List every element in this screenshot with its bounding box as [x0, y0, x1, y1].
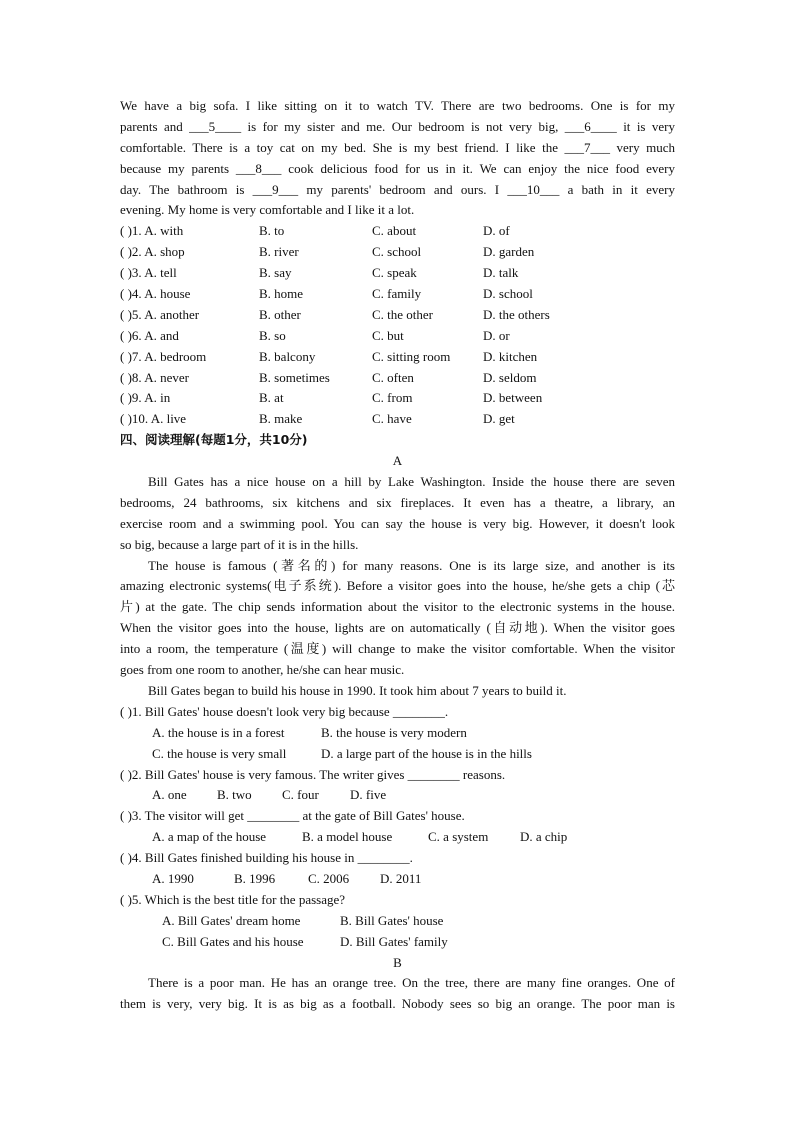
option-b: B. river — [259, 244, 299, 260]
option-a: A. a map of the house — [152, 829, 267, 845]
question-number: ( )1. A. with — [120, 223, 184, 239]
question-number: ( )7. A. bedroom — [120, 348, 207, 364]
cloze-question — [120, 305, 675, 326]
option-c: C. speak — [372, 265, 417, 281]
question-number: ( )9. A. in — [120, 390, 171, 406]
option-c: C. from — [372, 390, 413, 406]
option-b: B. 1996 — [234, 870, 276, 886]
cloze-question — [120, 242, 675, 263]
option-d: D. a large part of the house is in the hills — [321, 745, 532, 761]
option-d: D. of — [483, 223, 510, 239]
passage-line: into a room, the temperature (温度) will change to make the visitor comfortable. When the visitor — [120, 641, 675, 657]
passage-line: Bill Gates has a nice house on a hill by Lake Washington. Inside the house there are seven — [148, 474, 675, 490]
question-stem: ( )3. The visitor will get ________ at the gate of Bill Gates' house. — [120, 808, 465, 824]
option-c: C. sitting room — [372, 348, 451, 364]
option-d: D. a chip — [520, 829, 568, 845]
passage-line: 片) at the gate. The chip sends information about the visitor to the electronic systems in the house. — [120, 599, 675, 615]
question-number: ( )4. A. house — [120, 286, 191, 302]
cloze-question — [120, 263, 675, 284]
cloze-line: We have a big sofa. I like sitting on it to watch TV. There are two bedrooms. One is for my — [120, 98, 675, 113]
option-b: B. home — [259, 286, 304, 302]
passage-line: Bill Gates began to build his house in 1990. It took him about 7 years to build it. — [148, 682, 567, 698]
option-c: C. often — [372, 369, 414, 385]
option-row — [120, 911, 675, 932]
option-d: D. five — [350, 787, 387, 803]
option-d: D. school — [483, 286, 533, 302]
question-stem: ( )4. Bill Gates finished building his house in ________. — [120, 850, 413, 866]
cloze-line: comfortable. There is a toy cat on my bed. She is my best friend. I like the ___7___ very much — [120, 139, 675, 155]
cloze-line: parents and ___5____ is for my sister and me. Our bedroom is not very big, ___6____ it is very — [120, 118, 675, 134]
option-c: C. but — [372, 327, 404, 343]
passage-line: amazing electronic systems(电子系统). Before a visitor goes into the house, he/she gets a chip (芯 — [120, 578, 675, 594]
option-c: C. the other — [372, 306, 434, 322]
option-b: B. a model house — [302, 829, 393, 845]
passage-line: them is very, very big. It is as big as a football. Nobody sees so big an orange. The poor man is — [120, 996, 675, 1012]
option-d: D. Bill Gates' family — [340, 933, 448, 949]
passage-line: bedrooms, 24 bathrooms, six kitchens and six fireplaces. It even has a theatre, a library, an — [120, 494, 675, 510]
option-d: D. or — [483, 327, 510, 343]
option-b: B. so — [259, 327, 286, 343]
cloze-question — [120, 221, 675, 242]
cloze-line: evening. My home is very comfortable and I like it a lot. — [120, 202, 415, 218]
option-d: D. kitchen — [483, 348, 538, 364]
question-number: ( )3. A. tell — [120, 265, 177, 281]
option-b: B. other — [259, 306, 301, 322]
question-number: ( )6. A. and — [120, 327, 179, 343]
option-b: B. make — [259, 411, 303, 427]
cloze-line: because my parents ___8___ cook delicious food for us in it. We can enjoy the nice food every — [120, 160, 675, 176]
option-row — [120, 744, 675, 765]
option-a: A. 1990 — [152, 870, 194, 886]
option-row — [120, 932, 675, 953]
section-title: 四、阅读理解(每题1分，共10分) — [120, 432, 308, 448]
cloze-question — [120, 284, 675, 305]
option-b: B. at — [259, 390, 284, 406]
option-a: A. one — [152, 787, 187, 803]
option-c: C. the house is very small — [152, 745, 287, 761]
option-a: A. the house is in a forest — [152, 724, 285, 740]
passage-line: so big, because a large part of it is in the hills. — [120, 536, 359, 552]
option-b: B. the house is very modern — [321, 724, 467, 740]
passage-line: The house is famous (著名的) for many reasons. One is its large size, and another is its — [148, 557, 675, 573]
option-row — [120, 827, 675, 848]
option-c: C. Bill Gates and his house — [162, 933, 304, 949]
option-row — [120, 785, 675, 806]
passage-line: exercise room and a swimming pool. You can say the house is very big. However, it doesn't look — [120, 515, 675, 531]
question-stem: ( )5. Which is the best title for the passage? — [120, 891, 346, 907]
option-b: B. balcony — [259, 348, 316, 364]
option-b: B. two — [217, 787, 252, 803]
cloze-question — [120, 326, 675, 347]
option-b: B. Bill Gates' house — [340, 912, 444, 928]
question-stem: ( )1. Bill Gates' house doesn't look very big because ________. — [120, 703, 449, 719]
option-d: D. 2011 — [380, 870, 422, 886]
question-number: ( )10. A. live — [120, 411, 187, 427]
option-c: C. four — [282, 787, 319, 803]
option-b: B. to — [259, 223, 285, 239]
option-d: D. seldom — [483, 369, 537, 385]
passage-line: When the visitor goes into the house, lights are on automatically (自动地). When the visitor goes — [120, 620, 675, 636]
option-c: C. 2006 — [308, 870, 350, 886]
option-d: D. between — [483, 390, 543, 406]
option-row — [120, 723, 675, 744]
option-c: C. have — [372, 411, 412, 427]
exam-page — [120, 96, 675, 1015]
passage-line: There is a poor man. He has an orange tree. On the tree, there are many fine oranges. One of — [148, 975, 675, 991]
question-number: ( )8. A. never — [120, 369, 189, 385]
question-number: ( )5. A. another — [120, 306, 200, 322]
passage-label: A — [392, 453, 403, 469]
option-d: D. get — [483, 411, 515, 427]
option-a: A. Bill Gates' dream home — [162, 912, 301, 928]
option-row — [120, 869, 675, 890]
passage-label: B — [393, 954, 402, 970]
option-b: B. say — [259, 265, 292, 281]
cloze-line: day. The bathroom is ___9___ my parents' bedroom and ours. I ___10___ a bath in it every — [120, 181, 675, 197]
option-c: C. family — [372, 286, 422, 302]
option-d: D. the others — [483, 306, 550, 322]
question-stem: ( )2. Bill Gates' house is very famous. The writer gives ________ reasons. — [120, 766, 506, 782]
option-c: C. a system — [428, 829, 489, 845]
cloze-question — [120, 368, 675, 389]
option-c: C. school — [372, 244, 422, 260]
cloze-question — [120, 409, 675, 430]
option-d: D. garden — [483, 244, 535, 260]
passage-line: goes from one room to another, he/she can hear music. — [120, 662, 405, 678]
cloze-question — [120, 347, 675, 368]
question-number: ( )2. A. shop — [120, 244, 185, 260]
option-d: D. talk — [483, 265, 519, 281]
option-c: C. about — [372, 223, 417, 239]
cloze-question — [120, 388, 675, 409]
option-b: B. sometimes — [259, 369, 330, 385]
